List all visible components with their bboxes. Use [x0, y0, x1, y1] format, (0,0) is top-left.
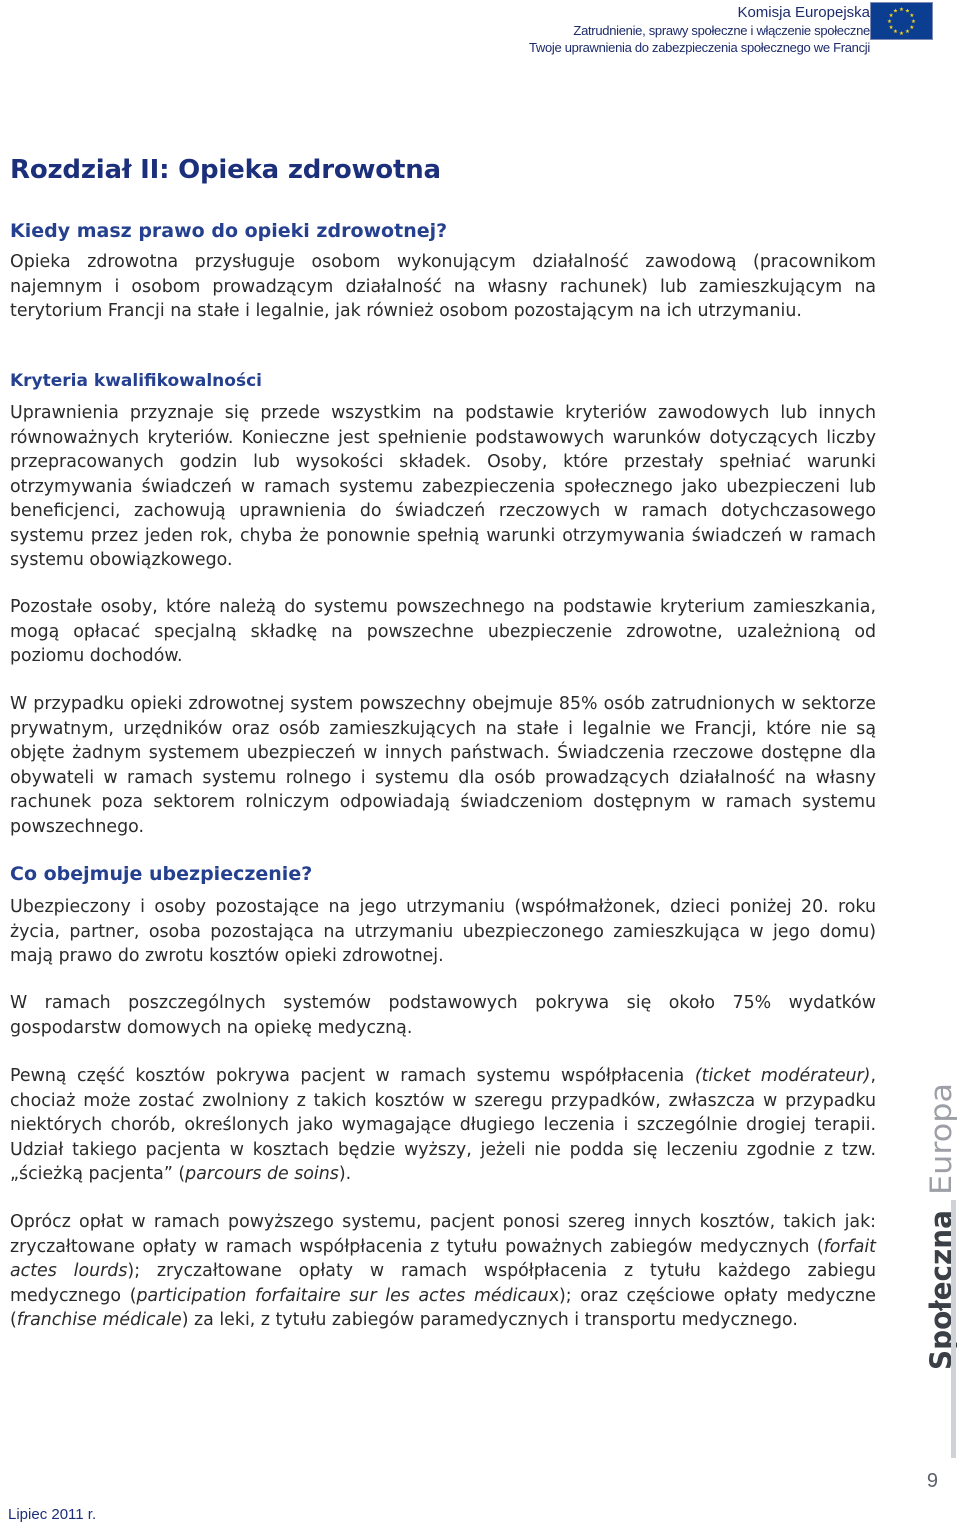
text-run: , chociaż może zostać zwolniony z takich kosztów w szeregu przypadków, zwłaszcza w przypadku niektórych chorób, określonych jako wymagające długiego leczenia i szczególnie drogiej terapii. Udział takiego pacjenta w kosztach będzie wyższy, jeżeli nie podda się leczeniu zgodnie z tzw. „ścieżką pacjenta” ( — [10, 1066, 877, 1184]
paragraph-insured-persons: Ubezpieczony i osoby pozostające na jego utrzymaniu (współmałżonek, dzieci poniżej 20. roku życia, partner, osoba pozostająca na utrzymaniu ubezpieczonego zamieszkująca w jego domu) mają prawo do zwrotu kosztów opieki zdrowotnej. — [10, 897, 876, 966]
text-run: Oprócz opłat w ramach powyższego systemu, pacjent ponosi szereg innych kosztów, takich jak: zryczałtowane opłaty w ramach współpłacenia z tytułu poważnych zabiegów medycznych ( — [10, 1212, 876, 1257]
eu-stars-icon — [871, 3, 932, 39]
text-run: x); oraz częściowe opłaty medyczne ( — [10, 1285, 876, 1330]
svg-text:★: ★ — [905, 29, 910, 36]
paragraph-eligibility: Opieka zdrowotna przysługuje osobom wykonującym działalność zawodową (pracownikom najemnym i osobom prowadzącym działalność na własny rachunek) lub zamieszkującym na terytorium Francji na stałe i legalnie, jak również osobom pozostającym na ich utrzymaniu. — [10, 252, 876, 321]
side-divider-line — [951, 1200, 956, 1458]
paragraph-copayment — [10, 1064, 876, 1187]
paragraph-coverage-rate: W ramach poszczególnych systemów podstawowych pokrywa się około 75% wydatków gospodarstw domowych na opiekę medyczną. — [10, 993, 876, 1038]
svg-text:★: ★ — [899, 30, 904, 37]
paragraph-other-costs — [10, 1210, 876, 1333]
svg-text:★: ★ — [887, 18, 892, 25]
svg-text:★: ★ — [888, 24, 894, 31]
text-run: ). — [338, 1164, 352, 1184]
text-run: Pewną część kosztów pokrywa pacjent w ramach systemu współpłacenia — [10, 1066, 695, 1086]
svg-text:★: ★ — [909, 12, 915, 19]
text-run: ) za leki, z tytułu zabiegów paramedycznych i transportu medycznego. — [181, 1310, 798, 1330]
svg-text:★: ★ — [911, 18, 916, 25]
question-heading-coverage: Co obejmuje ubezpieczenie? — [10, 863, 313, 885]
eu-flag-icon — [870, 2, 933, 40]
paragraph-residence-contribution: Pozostałe osoby, które należą do systemu powszechnego na podstawie kryterium zamieszkania, mogą opłacać specjalną składkę na powszechne ubezpieczenie zdrowotne, uzależnioną od poziomu dochodów. — [10, 597, 876, 666]
svg-text:★: ★ — [909, 24, 915, 31]
italic-term-participation-forfaitaire: participation forfaitaire sur les actes médicau — [136, 1285, 549, 1306]
svg-text:★: ★ — [899, 6, 904, 13]
italic-term-ticket-moderateur: (ticket modérateur) — [694, 1066, 871, 1086]
footer-date: Lipiec 2011 r. — [8, 1506, 97, 1523]
text-run: ); zryczałtowane opłaty w ramach współpłacenia z tytułu każdego zabiegu medycznego ( — [10, 1261, 876, 1306]
svg-text:★: ★ — [893, 8, 898, 15]
italic-term-parcours-de-soins: parcours de soins — [185, 1164, 339, 1184]
svg-text:★: ★ — [888, 12, 894, 19]
italic-term-franchise-medicale: franchise médicale — [16, 1310, 182, 1330]
paragraph-general-system: W przypadku opieki zdrowotnej system powszechny obejmuje 85% osób zatrudnionych w sektorze prywatnym, urzędników oraz osób zamieszkujących na stałe i legalnie we Francji, które nie są objęte żadnym systemem ubezpieczeń w innych państwach. Świadczenia rzeczowe dostępne dla obywateli w ramach systemu rolnego i systemu dla osób prowadzących działalność na własny rachunek poza sektorem rolniczym odpowiadają świadczeniom dostępnym w ramach systemu powszechnego. — [10, 694, 876, 837]
criteria-subheading: Kryteria kwalifikowalności — [10, 371, 262, 391]
question-heading-eligibility: Kiedy masz prawo do opieki zdrowotnej? — [10, 220, 448, 242]
italic-term-forfait-actes-lourds: forfait actes lourds — [10, 1236, 876, 1281]
brand-word-europa: Europa — [924, 1093, 958, 1195]
paragraph-criteria: Uprawnienia przyznaje się przede wszystkim na podstawie kryteriów zawodowych lub innych równoważnych kryteriów. Konieczne jest spełnienie podstawowych warunków dotyczących liczby przepracowanych godzin lub wysokości składek. Osoby, które przestały spełniać warunki otrzymywania świadczeń w ramach systemu zabezpieczenia społecznego jako ubezpieczeni lub beneficjenci, zachowują uprawnienia do świadczeń rzeczowych w ramach dotychczasowego systemu przez jeden rok, chyba że ponownie spełnią warunki otrzymywania świadczeń w ramach systemu obowiązkowego. — [10, 403, 876, 570]
svg-text:★: ★ — [893, 29, 898, 36]
header-department: Zatrudnienie, sprawy społeczne i włączenie społeczne — [573, 23, 870, 38]
brand-word-spoleczna: Społeczna — [924, 1203, 958, 1370]
header-document-title: Twoje uprawnienia do zabezpieczenia społecznego we Francji — [528, 40, 870, 55]
header-organization: Komisja Europejska — [737, 4, 870, 21]
chapter-title: Rozdział II: Opieka zdrowotna — [10, 155, 441, 185]
header-block — [529, 3, 870, 56]
page-number: 9 — [926, 1470, 938, 1492]
svg-text:★: ★ — [905, 8, 910, 15]
